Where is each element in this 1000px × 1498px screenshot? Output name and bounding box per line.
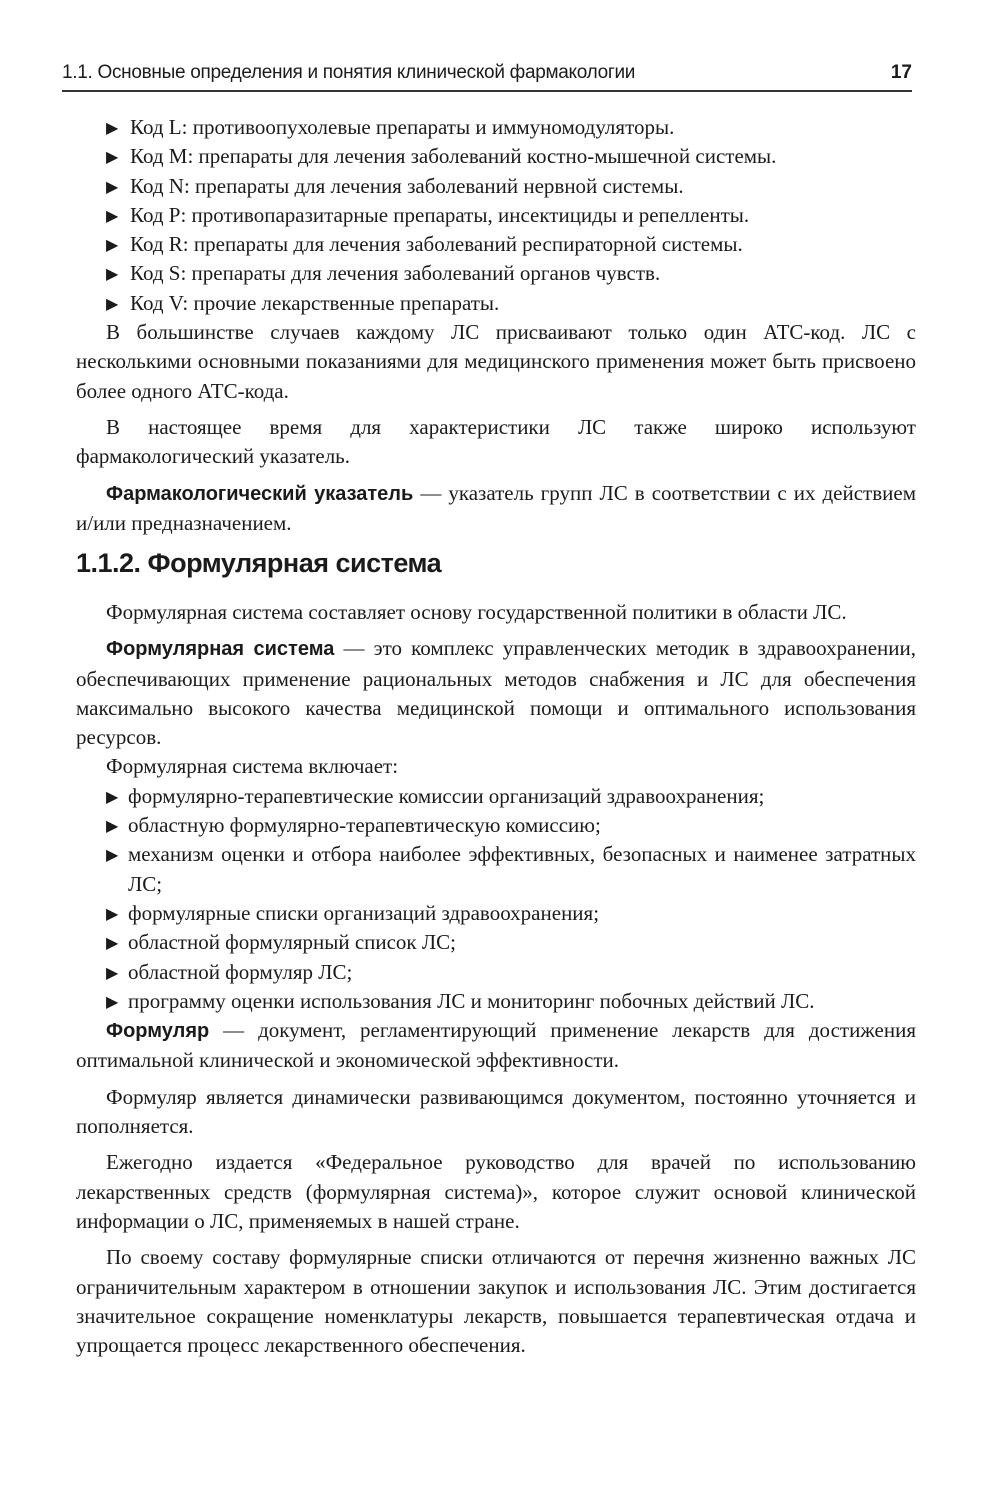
paragraph: В настоящее время для характеристики ЛС также широко используют фармакологический указатель. <box>76 414 916 469</box>
list-item: ▶ Код S: препараты для лечения заболеваний органов чувств. <box>76 259 916 288</box>
list-item: ▶ Код M: препараты для лечения заболеваний костно-мышечной системы. <box>76 142 916 171</box>
list-item: ▶ Код L: противоопухолевые препараты и иммуномодуляторы. <box>76 113 916 142</box>
triangle-bullet-icon: ▶ <box>106 176 119 196</box>
triangle-bullet-icon: ▶ <box>106 786 119 806</box>
list-item: ▶ Код V: прочие лекарственные препараты. <box>76 289 916 318</box>
definition-paragraph: Фармакологический указатель — указатель групп ЛС в соответствии с их действием и/или предназначением. <box>76 480 916 535</box>
list-item: ▶ областной формуляр ЛС; <box>76 958 916 987</box>
page-number: 17 <box>890 62 912 83</box>
triangle-bullet-icon: ▶ <box>106 845 119 865</box>
defined-term: Формулярная система <box>106 638 335 661</box>
running-header <box>62 60 912 92</box>
paragraph: Формулярная система составляет основу государственной политики в области ЛС. <box>106 600 847 624</box>
paragraph: В большинстве случаев каждому ЛС присваивают только один АТС-код. ЛС с несколькими основными показаниями для медицинского применения может быть присвоено более одного АТС-кода. <box>76 320 916 403</box>
list-item: ▶ Код R: препараты для лечения заболеваний респираторной системы. <box>76 230 916 259</box>
triangle-bullet-icon: ▶ <box>106 118 119 137</box>
section-2-body <box>76 598 916 1360</box>
list-item: ▶ областной формулярный список ЛС; <box>76 928 916 957</box>
section-heading: 1.1.2. Формулярная система <box>76 548 442 578</box>
list-item: ▶ механизм оценки и отбора наиболее эффективных, безопасных и наименее затратных ЛС; <box>106 842 916 896</box>
triangle-bullet-icon: ▶ <box>106 147 119 167</box>
triangle-bullet-icon: ▶ <box>106 293 119 313</box>
triangle-bullet-icon: ▶ <box>106 816 119 836</box>
list-item: ▶ Код P: противопаразитарные препараты, инсектициды и репелленты. <box>76 201 916 230</box>
triangle-bullet-icon: ▶ <box>106 933 119 953</box>
section-1-body <box>76 113 916 538</box>
list-item: ▶ формулярно-терапевтические комиссии организаций здравоохранения; <box>76 782 916 811</box>
defined-term: Фармакологический указатель <box>106 482 414 505</box>
paragraph: Формулярная система включает: <box>106 754 399 779</box>
list-item: ▶ Код N: препараты для лечения заболеваний нервной системы. <box>76 172 916 201</box>
header-title: 1.1. Основные определения и понятия клинической фармакологии <box>62 62 636 83</box>
list-item: ▶ областную формулярно-терапевтическую комиссию; <box>76 811 916 840</box>
paragraph: По своему составу формулярные списки отличаются от перечня жизненно важных ЛС ограничительным характером в отношении закупок и использования ЛС. Этим достигается значительное сокращение номенклатуры лекарств, повышается терапевтическая отдача и упрощается процесс лекарственного обеспечения. <box>76 1245 916 1358</box>
triangle-bullet-icon: ▶ <box>106 991 119 1011</box>
defined-term: Формуляр <box>106 1020 210 1043</box>
triangle-bullet-icon: ▶ <box>106 264 119 284</box>
definition-paragraph: Формулярная система — это комплекс управленческих методик в здравоохранении, обеспечивающих применение рациональных методов снабжения и ЛС для обеспечения максимально высокого качества медицинской помощи и оптимального использования ресурсов. <box>76 636 916 750</box>
triangle-bullet-icon: ▶ <box>106 903 119 923</box>
list-item: ▶ программу оценки использования ЛС и мониторинг побочных действий ЛС. <box>76 987 916 1016</box>
paragraph: Ежегодно издается «Федеральное руководство для врачей по использованию лекарственных средств (формулярная система)», которое служит основой клинической информации о ЛС, применяемых в нашей стране. <box>76 1150 916 1233</box>
paragraph: Формуляр является динамически развивающимся документом, постоянно уточняется и пополняется. <box>76 1084 916 1139</box>
triangle-bullet-icon: ▶ <box>106 205 119 225</box>
triangle-bullet-icon: ▶ <box>106 235 119 255</box>
triangle-bullet-icon: ▶ <box>106 962 119 982</box>
definition-paragraph: Формуляр — документ, регламентирующий применение лекарств для достижения оптимальной клинической и экономической эффективности. <box>76 1018 916 1073</box>
list-item: ▶ формулярные списки организаций здравоохранения; <box>76 899 916 928</box>
